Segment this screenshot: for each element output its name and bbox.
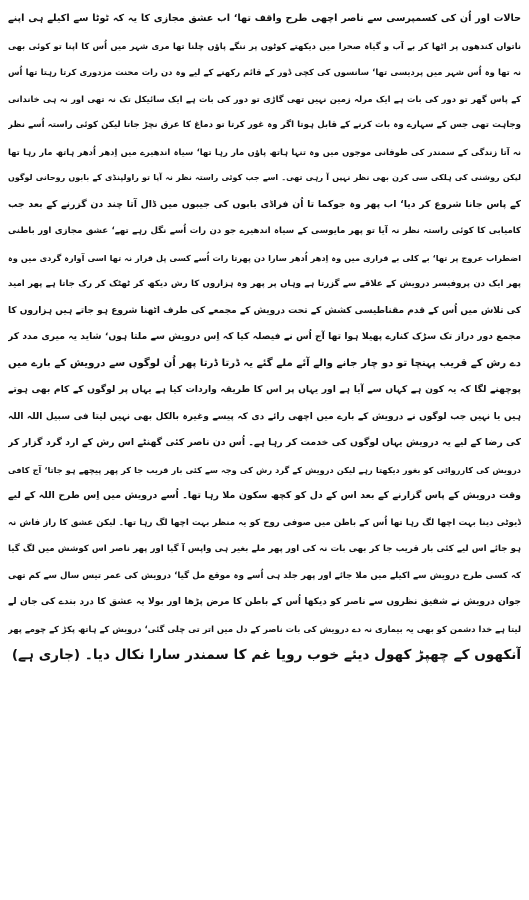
text-line: کامیابی کا کوئی راستہ نظر نہ آیا تو پھر مایوسی کے سیاہ اندھیرے جو دن رات اُسے نگل رہے تھے‘ عشق مجازی اور باطنی — [8, 226, 521, 236]
text-line: حالات اور اُن کی کسمپرسی سے ناصر اچھی طرح واقف تھا‘ اب عشق مجازی کا یہ کہ ٹوٹا سے اکیلے ہی اپنے — [8, 13, 521, 24]
text-line: نہ تھا وہ اُس شہر میں پردیسی تھا‘ سانسوں کی کچی ڈور کے قائم رکھنے کے لیے وہ دن رات محنت مزدوری کرتا رہتا تھا اُس — [8, 67, 521, 77]
text-line: ڈیوٹی دینا بہت اچھا لگ رہا تھا اُس کے باطن میں صوفی روح کو یہ منظر بہت اچھا لگ رہا تھا۔ لیکن عشق کا راز فاش نہ — [8, 517, 521, 528]
text-line: لیتا ہے خدا دشمن کو بھی یہ بیماری نہ دے درویش کی بات ناصر کے دل میں اتر تی چلی گئی‘ درویش کے ہاتھ پکڑ کے چومے پھر — [8, 623, 521, 634]
text-line: کے پاس گھر تو دور کی بات ہے ایک مرلہ زمین نہیں تھی گاڑی تو دور کی بات ہے ایک سائیکل تک نہ تھی اور نہ ہی خاندانی — [8, 93, 521, 104]
text-line: جوان درویش نے شفیق نظروں سے ناصر کو دیکھا اُس کے باطن کا مرض پڑھا اور بولا یہ عشق کا درد بندے کی جان لے — [8, 597, 521, 607]
text-line: کی رضا کے لیے یہ درویش یہاں لوگوں کی خدمت کر رہا ہے۔ اُس دن ناصر کئی گھنٹے اس رش کے ارد گرد گزار کر — [8, 437, 521, 448]
text-line-last: آنکھوں کے چھپڑ کھول دیئے خوب رویا غم کا سمندر سارا نکال دیا۔ (جاری ہے) — [11, 647, 521, 663]
text-line: ہو جائے اس لیے کئی بار قریب جا کر بھی بات نہ کی اور پھر ملے بغیر ہی واپس آ گیا اور پھر ناصر اس کوشش میں لگ گیا — [8, 544, 521, 554]
text-line: کی تلاش میں اُس کے قدم مقناطیسی کشش کے تحت درویش کے مجمعے کی طرف اٹھنا شروع ہو جاتے ہیں ہزاروں کا — [8, 305, 521, 316]
text-line: مجمع دور دراز تک سڑک کنارے پھیلا ہوا تھا آج اُس نے فیصلہ کیا کہ اِس درویش سے ملتا ہوں‘ شاید یہ میری مدد کر — [8, 331, 521, 342]
text-line: پوچھنے لگا کہ یہ کون ہے کہاں سے آیا ہے اور یہاں پر اس کا طریقہ واردات کیا ہے یہاں پر لوگوں کے کام بھی ہوتے — [8, 384, 521, 395]
text-line: اضطراب عروج پر تھا‘ بے کلی بے قراری میں وہ اِدھر اُدھر سارا دن پھرتا رات اُسے کسی پل قرار نہ تھا اسی آوارہ گردی میں وہ — [8, 252, 521, 263]
text-line: لیکن روشنی کی ہلکی سی کرن بھی نظر نہیں آ رہی تھی۔ اسے جب کوئی راستہ نظر نہ آیا تو راولپنڈی کے بابوں روحانی لوگوں — [8, 173, 521, 182]
text-line: پھر ایک دن پروفیسر درویش کے علاقے سے گزرتا ہے وہاں پر پھر وہ ہزاروں کا رش دیکھ کر ٹھٹک کر رک جاتا ہے پھر امید — [8, 279, 521, 289]
text-line: ہیں یا نہیں جب لوگوں نے درویش کے بارے میں اچھی رائے دی کہ پیسے وغیرہ بالکل بھی نہیں لیتا فی سبیل اللہ اللہ — [8, 411, 521, 422]
text-line: ناتواں کندھوں پر اٹھا کر بے آب و گیاہ صحرا میں دیکھتے کوٹوں پر ننگے پاؤں چلنا تھا مری شہر میں اُس کا اپنا تو کوئی بھی — [8, 40, 521, 51]
text-line: نہ آتا زندگی کے سمندر کی طوفانی موجوں میں وہ تنہا ہاتھ پاؤں مار رہا تھا‘ سیاہ اندھیرے میں اِدھر اُدھر ہاتھ مار رہا تھا — [8, 146, 521, 157]
text-line: کے پاس جانا شروع کر دیا‘ اب پھر وہ جوکما تا اُن فراڈی بابوں کی جیبوں میں ڈال آتا چند دن گزرنے کے بعد جب — [8, 198, 521, 210]
text-line: درویش کی کارروائی کو بغور دیکھتا رہے لیکن درویش کے گرد رش کی وجہ سے کئی بار قریب جا کر پھر پیچھے ہو جاتا‘ آج کافی — [8, 464, 521, 475]
article-body — [8, 6, 521, 669]
text-line: دے رش کے قریب پہنچا تو دو چار جانے والے آئے ملے گئے یہ ڈرتا ڈرتا پھر اُن لوگوں سے درویش کے بارے میں — [8, 357, 521, 369]
text-line: وقت درویش کے پاس گزارنے کے بعد اس کے دل کو کچھ سکون ملا رہا تھا۔ اُسے درویش میں اِس طرح اللہ کے لیے — [8, 490, 521, 501]
text-line: وجاہت تھی جس کے سہارے وہ بات کرنے کے قابل ہوتا اگر وہ غور کرتا تو دماغ کا عرق نچڑ جاتا لیکن کوئی راستہ اُسے نظر — [8, 120, 521, 130]
text-line: کہ کسی طرح درویش سے اکیلے میں ملا جائے اور پھر جلد ہی اُسے وہ موقع مل گیا‘ درویش کی عمر تیس سال سے کم تھی — [8, 570, 521, 581]
